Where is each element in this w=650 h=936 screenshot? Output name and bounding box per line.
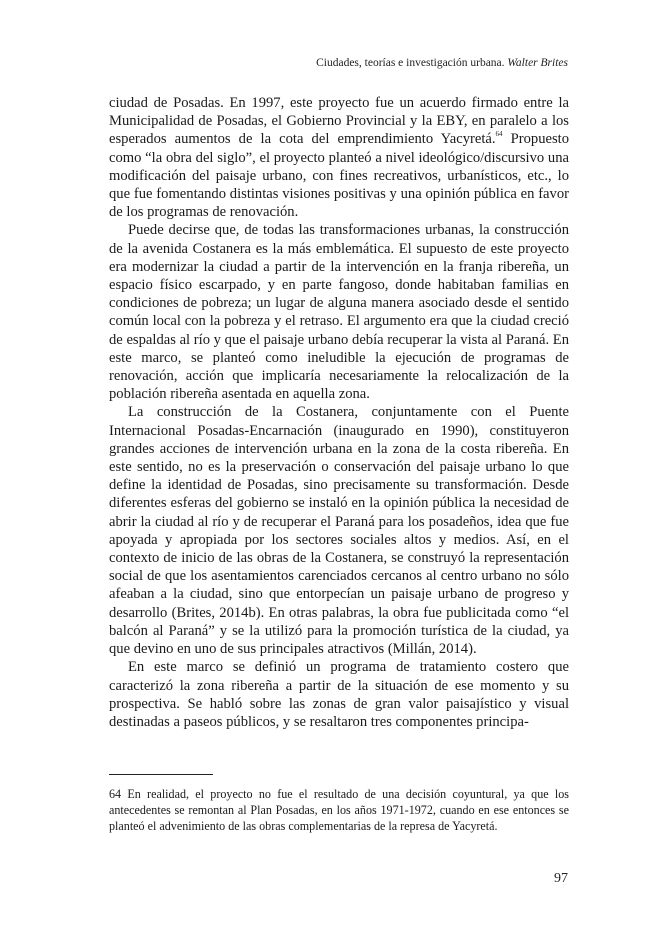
paragraph-1-continuation: Propuesto como “la obra del siglo”, el proyecto planteó a nivel ideológico/discursivo una modificación del paisaje urbano, con fines recreativos, urbanísticos, etc., lo que fue fomentando distintas visiones positivas y una opinión pública en favor de los programas de renovación. bbox=[109, 131, 569, 221]
paragraph-1-text: ciudad de Posadas. En 1997, este proyecto fue un acuerdo firmado entre la Municipalidad de Posadas, el Gobierno Provincial y la EBY, en paralelo a los esperados aumentos de la cota del emprendimiento Yacyretá. bbox=[109, 95, 569, 148]
footnote: 64 En realidad, el proyecto no fue el resultado de una decisión coyuntural, ya que los antecedentes se remontan al Plan Posadas, en los años 1971-1972, cuando en ese entonces se planteó el advenimiento de las obras complementarias de la represa de Yacyretá. bbox=[109, 787, 569, 833]
running-header bbox=[316, 57, 568, 69]
page-number: 97 bbox=[554, 871, 568, 886]
book-title: Ciudades, teorías e investigación urbana. bbox=[316, 57, 505, 69]
author-name: Walter Brites bbox=[507, 57, 568, 69]
paragraph-1 bbox=[109, 94, 569, 221]
body-text bbox=[109, 94, 569, 731]
paragraph-3: La construcción de la Costanera, conjuntamente con el Puente Internacional Posadas-Encarnación (inaugurado en 1990), constituyeron grandes acciones de intervención urbana en la zona de la costa ribereña. En este sentido, no es la preservación o conservación del paisaje urbano lo que define la identidad de Posadas, sino precisamente su transformación. Desde diferentes esferas del gobierno se instaló en la opinión pública la necesidad de abrir la ciudad al río y de recuperar el Paraná para los posadeños, idea que fue apoyada y apropiada por los sectores sociales altos y medios. Así, en el contexto de inicio de las obras de la Costanera, se construyó la representación social de que los asentamientos carenciados cercanos al centro urbano no sólo afeaban a la ciudad, sino que entorpecían un paisaje urbano de progreso y desarrollo (Brites, 2014b). En otras palabras, la obra fue publicitada como “el balcón al Paraná” y se la utilizó para la promoción turística de la ciudad, ya que devino en uno de sus principales atractivos (Millán, 2014). bbox=[109, 404, 569, 658]
footnote-divider bbox=[109, 774, 213, 775]
footnote-reference[interactable]: 64 bbox=[495, 130, 503, 139]
paragraph-4: En este marco se definió un programa de tratamiento costero que caracterizó la zona ribereña a partir de la situación de ese momento y su prospectiva. Se habló sobre las zonas de gran valor paisajístico y visual destinadas a paseos públicos, y se resaltaron tres componentes principa- bbox=[109, 659, 569, 730]
paragraph-2: Puede decirse que, de todas las transformaciones urbanas, la construcción de la avenida Costanera es la más emblemática. El supuesto de este proyecto era modernizar la ciudad a partir de la intervención en la franja ribereña, un espacio físico escarpado, y en parte fangoso, donde habitaban familias en condiciones de pobreza; un lugar de alguna manera asociado desde el sentido común local con la pobreza y el retraso. El argumento era que la ciudad creció de espaldas al río y que el paisaje urbano debía recuperar la vista al Paraná. En este marco, se planteó como ineludible la ejecución de programas de renovación, acción que implicaría necesariamente la relocalización de la población ribereña asentada en aquella zona. bbox=[109, 222, 569, 403]
